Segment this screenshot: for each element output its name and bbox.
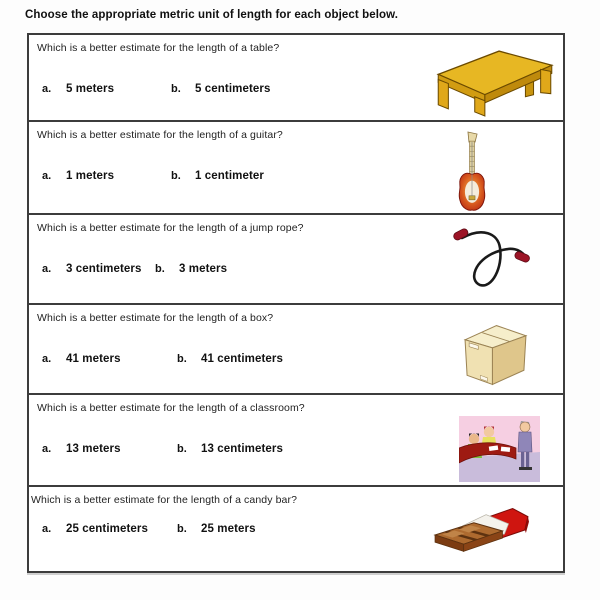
- option-b[interactable]: [171, 166, 264, 184]
- question-row: [29, 305, 563, 395]
- options-group: [42, 259, 227, 277]
- option-b-text: 25 meters: [201, 523, 256, 535]
- option-b[interactable]: [177, 349, 283, 367]
- option-b-text: 5 centimeters: [195, 83, 271, 95]
- option-a-text: 1 meters: [66, 170, 115, 182]
- option-b-label: b.: [177, 523, 187, 535]
- option-b-label: b.: [171, 170, 181, 182]
- candy-bar-image: [432, 506, 531, 561]
- option-a-label: a.: [42, 353, 52, 365]
- option-a-label: a.: [42, 83, 52, 95]
- option-a-label: a.: [42, 443, 52, 455]
- option-b[interactable]: [177, 519, 256, 537]
- jump-rope-image: [452, 225, 532, 298]
- option-a-text: 25 centimeters: [66, 523, 148, 535]
- question-row: [29, 395, 563, 487]
- option-a-text: 3 centimeters: [66, 263, 142, 275]
- question-row: [29, 122, 563, 215]
- option-a[interactable]: [42, 166, 171, 184]
- question-row: [29, 35, 563, 122]
- option-a-text: 5 meters: [66, 83, 115, 95]
- option-a[interactable]: [42, 79, 171, 97]
- option-b[interactable]: [171, 79, 270, 97]
- options-group: [42, 519, 256, 537]
- classroom-image: [459, 416, 540, 482]
- option-a[interactable]: [42, 439, 177, 457]
- option-b-label: b.: [177, 443, 187, 455]
- question-prompt: Which is a better estimate for the length of a classroom?: [37, 402, 305, 414]
- question-prompt: Which is a better estimate for the length of a guitar?: [37, 129, 283, 141]
- question-prompt: Which is a better estimate for the length of a box?: [37, 312, 274, 324]
- questions-table: [27, 33, 565, 573]
- worksheet-title: Choose the appropriate metric unit of length for each object below.: [25, 9, 399, 21]
- option-b[interactable]: [155, 259, 227, 277]
- options-group: [42, 166, 264, 184]
- options-group: [42, 79, 270, 97]
- option-a[interactable]: [42, 259, 155, 277]
- box-image: [461, 319, 530, 389]
- options-group: [42, 349, 283, 367]
- option-a[interactable]: [42, 519, 177, 537]
- question-prompt: Which is a better estimate for the length of a candy bar?: [31, 494, 298, 506]
- option-b-label: b.: [155, 263, 165, 275]
- option-b-text: 1 centimeter: [195, 170, 264, 182]
- question-row: [29, 487, 563, 571]
- option-a[interactable]: [42, 349, 177, 367]
- option-b-text: 41 centimeters: [201, 353, 283, 365]
- table-image: [428, 44, 560, 117]
- option-a-label: a.: [42, 263, 52, 275]
- question-prompt: Which is a better estimate for the length of a jump rope?: [37, 222, 304, 234]
- option-b-label: b.: [177, 353, 187, 365]
- options-group: [42, 439, 283, 457]
- option-a-label: a.: [42, 523, 52, 535]
- option-b[interactable]: [177, 439, 283, 457]
- option-b-label: b.: [171, 83, 181, 95]
- option-a-text: 41 meters: [66, 353, 121, 365]
- guitar-image: [457, 131, 487, 212]
- option-b-text: 13 centimeters: [201, 443, 283, 455]
- option-a-label: a.: [42, 170, 52, 182]
- question-prompt: Which is a better estimate for the length of a table?: [37, 42, 280, 54]
- option-a-text: 13 meters: [66, 443, 121, 455]
- option-b-text: 3 meters: [179, 263, 228, 275]
- question-row: [29, 215, 563, 305]
